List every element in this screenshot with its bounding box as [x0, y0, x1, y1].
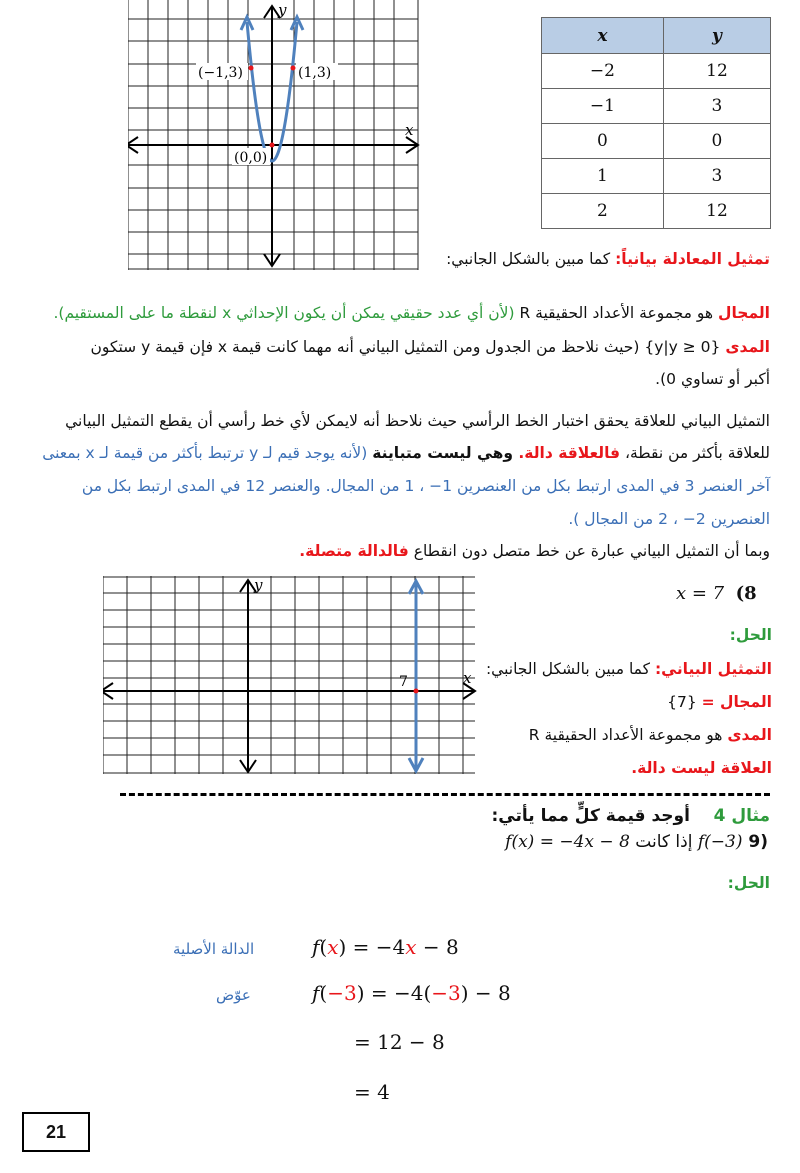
table-row	[542, 124, 771, 159]
q8-domain-line	[472, 692, 772, 712]
domain-line	[25, 303, 770, 323]
range-head: المدى	[725, 338, 770, 356]
q8-solution-label	[730, 625, 772, 645]
item-text: إذا كانت	[629, 832, 698, 852]
domain-head: المجال	[718, 304, 770, 322]
table-row	[542, 159, 771, 194]
step-eq-1: f(x) = −4x − 8	[312, 935, 459, 959]
table-row	[542, 89, 771, 124]
domain-text: هو مجموعة الأعداد الحقيقية R	[514, 304, 719, 322]
x-axis-label: x	[463, 669, 472, 687]
table-header-row	[542, 18, 771, 54]
table-cell: 0	[663, 124, 770, 159]
range-line-2	[25, 369, 770, 389]
step-note-2: عوّض	[216, 986, 251, 1004]
graph-caption	[370, 249, 770, 269]
func-para-line-2	[25, 443, 770, 463]
step-eq-4: = 4	[354, 1080, 390, 1104]
is-function-label: فالعلاقة دالة.	[518, 444, 621, 462]
table-cell: −1	[542, 89, 664, 124]
range-line	[25, 337, 770, 357]
func-para-text: للعلاقة بأكثر من نقطة،	[620, 444, 770, 462]
continuous-line	[25, 541, 770, 561]
func-para-line-1	[25, 411, 770, 431]
table-cell: 3	[663, 89, 770, 124]
table-header-x: x	[542, 18, 664, 54]
range-text: هو مجموعة الأعداد الحقيقية R	[528, 726, 728, 744]
range-head: المدى	[727, 726, 772, 744]
domain-head: المجال =	[701, 693, 772, 711]
q8-graph-line	[472, 659, 772, 679]
q8-equation	[676, 583, 757, 604]
graph-text: كما مبين بالشكل الجانبي:	[485, 660, 655, 678]
table-cell: 12	[663, 54, 770, 89]
not-function-label: العلاقة ليست دالة.	[631, 759, 772, 777]
xy-table	[541, 17, 771, 229]
x-intercept-label: 7	[399, 674, 408, 690]
table-row	[542, 194, 771, 229]
dashed-divider	[120, 793, 770, 796]
vertical-line-graph	[103, 576, 477, 776]
q8-notfunc-line	[472, 758, 772, 778]
graph-head: التمثيل البياني:	[654, 660, 772, 678]
page-number: 21	[45, 1122, 67, 1142]
solution-label: الحل:	[727, 874, 770, 892]
example-solution-label	[728, 873, 770, 893]
continuous-label: فالدالة متصلة.	[299, 542, 409, 560]
not-one-to-one-label: وهي ليست متباينة	[372, 444, 519, 462]
example-label: مثال 4	[713, 806, 770, 826]
table-row	[542, 54, 771, 89]
example-item	[505, 832, 768, 852]
step-note-1: الدالة الأصلية	[173, 940, 255, 958]
graph-caption-text: كما مبين بالشكل الجانبي:	[446, 250, 616, 268]
func-para-text: التمثيل البياني للعلاقة يحقق اختبار الخط الرأسي حيث نلاحظ أنه لايمكن لأي خط رأسي أن يقطع التمثيل البياني	[65, 412, 770, 430]
func-para-line-4	[25, 509, 770, 529]
range-text-2: أكبر أو تساوي 0).	[655, 370, 770, 388]
table-header-y: y	[663, 18, 770, 54]
table-cell: 1	[542, 159, 664, 194]
domain-reason: (لأن أي عدد حقيقي يمكن أن يكون الإحداثي x لنقطة ما على المستقيم).	[53, 304, 515, 322]
item-math: f(−3)	[697, 832, 743, 852]
range-text: {y|y ≥ 0} (حيث نلاحظ من الجدول ومن التمثيل البياني أنه مهما كانت قيمة x فإن قيمة y ستكون	[90, 338, 726, 356]
step-eq-2: f(−3) = −4(−3) − 8	[312, 981, 511, 1005]
point-label-origin: (0,0)	[234, 150, 268, 166]
table-cell: 12	[663, 194, 770, 229]
table-cell: 3	[663, 159, 770, 194]
table-cell: 0	[542, 124, 664, 159]
continuous-text: وبما أن التمثيل البياني عبارة عن خط متصل دون انقطاع	[408, 542, 770, 560]
func-para-reason: آخر العنصر 3 في المدى ارتبط بكل من العنصرين 1− ، 1 من المجال. والعنصر 12 في المدى ارتبط بكل من	[81, 477, 770, 495]
func-para-line-3	[25, 476, 770, 496]
q8-number: (8	[735, 583, 757, 604]
graph-caption-head: تمثيل المعادلة بيانياً:	[615, 250, 770, 268]
parabola-graph	[128, 0, 420, 270]
item-equation: f(x) = −4x − 8	[505, 832, 630, 852]
point-label-1-3: (1,3)	[298, 65, 332, 81]
solution-label: الحل:	[729, 626, 772, 644]
y-axis-label: y	[278, 1, 287, 19]
point-label-neg1-3: (−1,3)	[198, 65, 243, 81]
x-axis-label: x	[405, 121, 414, 139]
func-para-reason: العنصرين 2− ، 2 من المجال ).	[568, 510, 770, 528]
page-number-box	[22, 1112, 90, 1152]
domain-value: {7}	[667, 693, 697, 711]
example-heading	[492, 806, 771, 826]
example-title: أوجد قيمة كلٍّ مما يأتي:	[491, 806, 690, 826]
q8-eq: x = 7	[676, 583, 725, 604]
q8-range-line	[472, 725, 772, 745]
table-cell: 2	[542, 194, 664, 229]
table-cell: −2	[542, 54, 664, 89]
func-para-reason: (لأنه يوجد قيم لـ y ترتبط بأكثر من قيمة لـ x بمعنى	[42, 444, 373, 462]
item-number: (9	[742, 832, 768, 852]
step-eq-3: = 12 − 8	[354, 1030, 445, 1054]
y-axis-label: y	[254, 576, 263, 594]
